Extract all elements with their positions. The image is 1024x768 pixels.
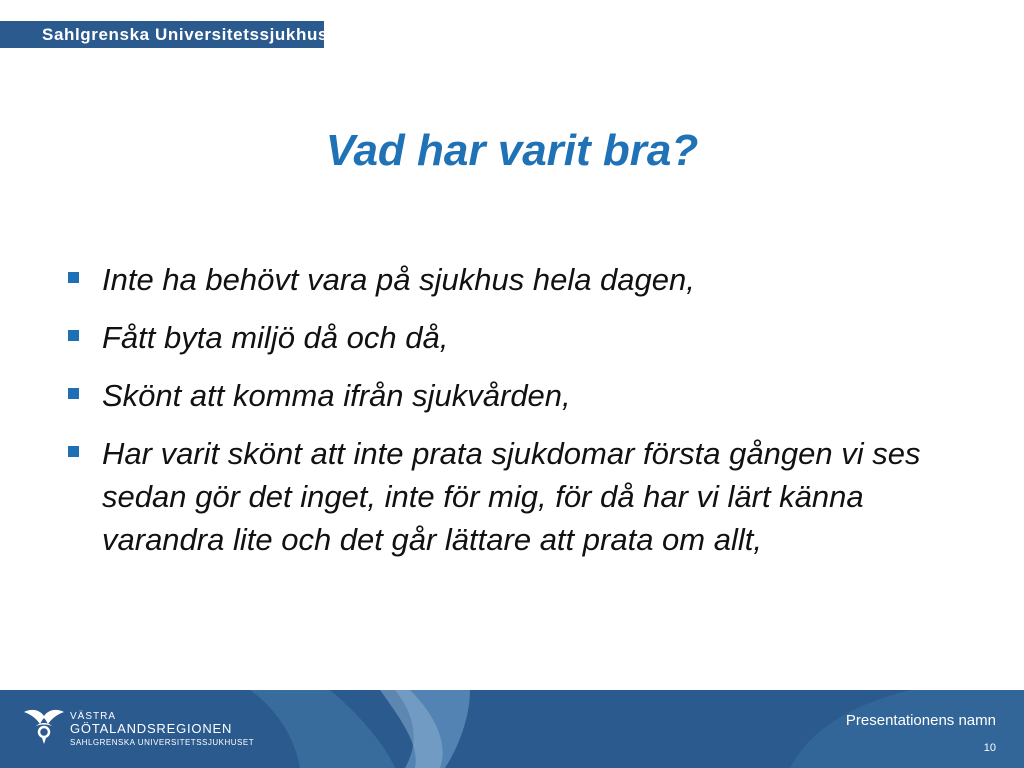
slide-title: Vad har varit bra? — [325, 126, 699, 175]
bullet-item — [62, 258, 962, 301]
square-bullet-icon — [68, 446, 79, 457]
bullet-text: Har varit skönt att inte prata sjukdomar första gången vi ses sedan gör det inget, inte för mig, för då har vi lärt känna varandra lite och det går lättare att prata om allt, — [102, 436, 921, 557]
bullet-text: Fått byta miljö då och då, — [102, 320, 449, 355]
bullet-text: Inte ha behövt vara på sjukhus hela dagen, — [102, 262, 695, 297]
bullet-item — [62, 316, 962, 359]
logo-text-line1: VÄSTRA — [70, 711, 117, 722]
square-bullet-icon — [68, 388, 79, 399]
vastra-gotalandsregionen-logo — [22, 706, 66, 746]
bullet-item — [62, 432, 962, 561]
bullet-list — [62, 258, 962, 576]
logo-text-line3: SAHLGRENSKA UNIVERSITETSSJUKHUSET — [70, 738, 255, 747]
presentation-name: Presentationens namn — [845, 712, 996, 729]
footer-bar — [0, 690, 1024, 768]
bullet-item — [62, 374, 962, 417]
square-bullet-icon — [68, 330, 79, 341]
organization-name: Sahlgrenska Universitetssjukhuset — [42, 25, 345, 44]
square-bullet-icon — [68, 272, 79, 283]
header-bar — [0, 21, 345, 48]
page-number: 10 — [983, 742, 996, 754]
bullet-text: Skönt att komma ifrån sjukvården, — [102, 378, 571, 413]
logo-text-line2: GÖTALANDSREGIONEN — [70, 721, 233, 736]
